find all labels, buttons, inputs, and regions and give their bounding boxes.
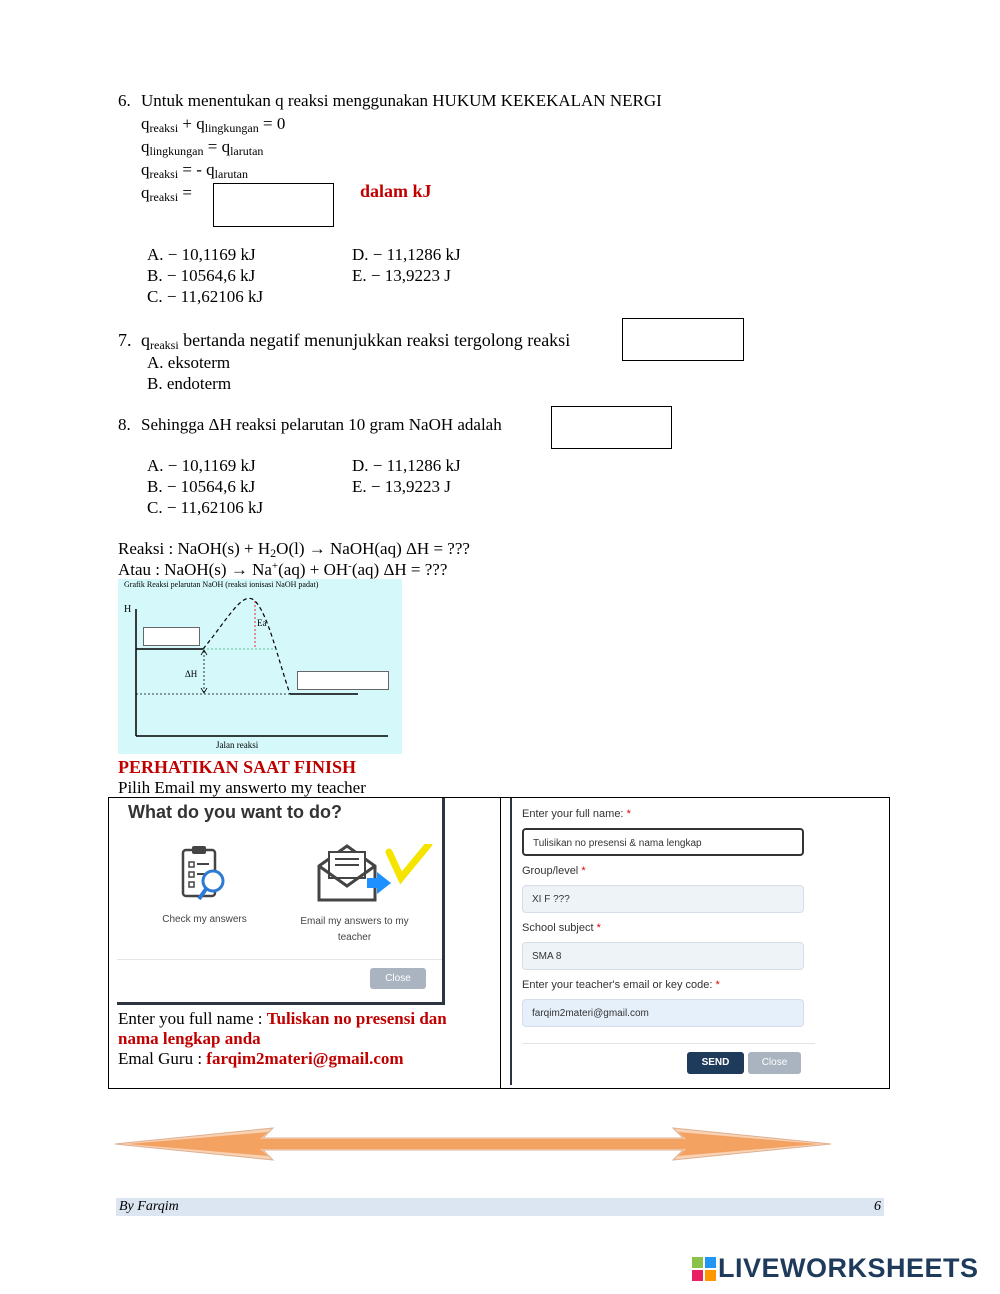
choice-dialog <box>117 798 445 1005</box>
q6-answer-box[interactable] <box>213 183 334 227</box>
energy-diagram <box>118 579 402 754</box>
group-level-input[interactable]: XI F ??? <box>522 885 804 913</box>
notice-subtitle: Pilih Email my answerto my teacher <box>118 778 366 797</box>
footer-bar <box>116 1198 884 1216</box>
brand-name: LIVEWORKSHEETS <box>718 1253 979 1283</box>
double-arrow-icon <box>113 1126 835 1162</box>
q6-option-a: A. − 10,1169 kJ <box>147 245 256 264</box>
email-instruction: Emal Guru : farqim2materi@gmail.com <box>118 1049 404 1068</box>
q7-answer-box[interactable] <box>622 318 744 361</box>
footer-page-number: 6 <box>874 1199 881 1214</box>
q6-unit-hint: dalam kJ <box>360 181 432 201</box>
notice-title: PERHATIKAN SAAT FINISH <box>118 757 357 777</box>
teacher-email-input[interactable]: farqim2materi@gmail.com <box>522 999 804 1027</box>
q6-number: 6. <box>118 91 131 110</box>
school-subject-label: School subject * <box>522 922 601 934</box>
reaction-line-1: Reaksi : NaOH(s) + $H_2O(l)$ → NaOH(aq) ΔH = ??? <box>118 539 470 560</box>
q7-option-a: A. eksoterm <box>147 353 231 372</box>
dialog-divider <box>117 959 442 960</box>
full-name-label: Enter your full name: * <box>522 808 631 820</box>
teacher-email-label: Enter your teacher's email or key code: * <box>522 979 720 991</box>
q7-text: $q_{reaksi}$ bertanda negatif menunjukkan reaksi tergolong reaksi <box>141 330 571 352</box>
q6-option-b: B. − 10564,6 kJ <box>147 266 256 285</box>
q8-option-a: A. − 10,1169 kJ <box>147 456 256 475</box>
reaction-line-2: Atau : NaOH(s) → Na+(aq) + OH-(aq) ΔH = ??? <box>118 560 448 579</box>
send-button[interactable]: SEND <box>687 1052 744 1074</box>
email-answers-label[interactable]: Email my answers to my teacher <box>300 916 409 943</box>
q8-option-d: D. − 11,1286 kJ <box>352 456 461 475</box>
q8-option-c: C. − 11,62106 kJ <box>147 498 264 517</box>
dialog-close-button[interactable]: Close <box>370 968 426 989</box>
arrow-right-icon: → <box>230 560 248 579</box>
name-instruction: Enter you full name : Tuliskan no presensi dan <box>118 1009 447 1028</box>
q8-number: 8. <box>118 415 131 434</box>
dialog-title: What do you want to do? <box>128 802 342 822</box>
graph-y-label: H <box>124 604 132 615</box>
arrow-right-icon: → <box>308 539 326 558</box>
graph-x-label: Jalan reaksi <box>216 740 259 750</box>
q6-equation-2: $q_{lingkungan} = q_{larutan}$ <box>141 137 264 158</box>
full-name-input[interactable]: Tulisikan no presensi & nama lengkap <box>522 828 804 856</box>
q6-equation-4: $q_{reaksi}$ = <box>141 183 192 204</box>
table-divider <box>500 797 501 1089</box>
q6-text: Untuk menentukan q reaksi menggunakan HUKUM KEKEKALAN NERGI <box>141 91 662 110</box>
graph-product-box[interactable] <box>297 671 389 690</box>
q8-answer-box[interactable] <box>551 406 672 449</box>
q6-option-e: E. − 13,9223 J <box>352 266 451 285</box>
school-subject-input[interactable]: SMA 8 <box>522 942 804 970</box>
clipboard-magnifier-icon[interactable] <box>179 844 231 906</box>
q8-option-e: E. − 13,9223 J <box>352 477 451 496</box>
graph-dh-label: ΔH <box>185 669 198 679</box>
check-answers-label[interactable]: Check my answers <box>162 914 247 925</box>
email-envelope-icon[interactable] <box>317 844 437 906</box>
q7-number: 7. <box>118 330 132 350</box>
q6-equation-3: $q_{reaksi}$ = - $q_{larutan}$ <box>141 160 248 181</box>
q6-equation-1: $q_{reaksi} + q_{lingkungan} = 0$ <box>141 114 286 135</box>
q8-text: Sehingga ΔH reaksi pelarutan 10 gram NaOH adalah <box>141 415 502 434</box>
name-instruction-continued: nama lengkap anda <box>118 1029 261 1048</box>
group-level-label: Group/level * <box>522 865 586 877</box>
q6-option-d: D. − 11,1286 kJ <box>352 245 461 264</box>
q7-option-b: B. endoterm <box>147 374 232 393</box>
footer-author: By Farqim <box>119 1199 179 1214</box>
q8-option-b: B. − 10564,6 kJ <box>147 477 256 496</box>
graph-ea-label: Ea <box>257 618 267 628</box>
liveworksheets-logo-icon <box>692 1257 716 1281</box>
form-close-button[interactable]: Close <box>748 1052 801 1074</box>
graph-lines <box>118 579 402 754</box>
graph-reactant-box[interactable] <box>143 627 200 646</box>
form-divider <box>522 1043 815 1044</box>
graph-title: Grafik Reaksi pelarutan NaOH (reaksi ionisasi NaOH padat) <box>124 580 319 589</box>
q6-option-c: C. − 11,62106 kJ <box>147 287 264 306</box>
